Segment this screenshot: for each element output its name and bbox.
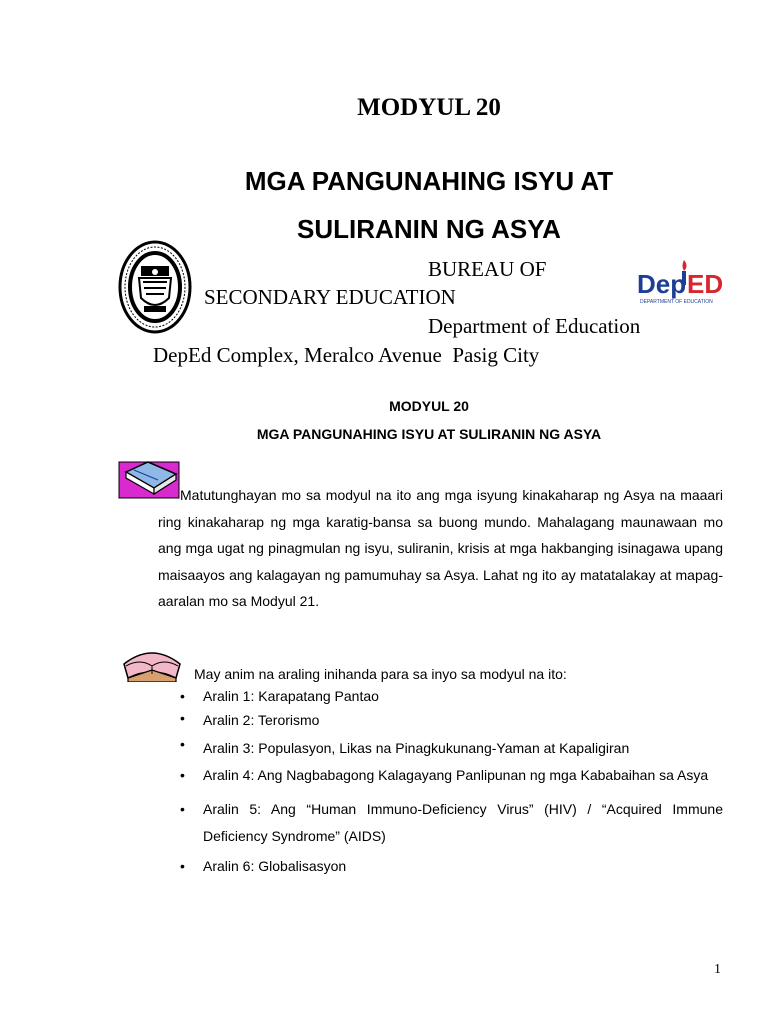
intro-paragraph-text: Matutunghayan mo sa modyul na ito ang mga isyung kinakaharap ng Asya na maaari ring kinakaharap ng mga karatig-bansa sa buong mundo. Mahalagang maunawaan mo ang mga ugat ng pinagmulan ng isyu, suliranin, krisis at mga hakbanging isinagawa upang maisaayos ang kalagayan ng pamumuhay sa Asya. Lahat ng ito ay matatalakay at mapag-aaralan mo sa Modyul 21. xyxy=(158,487,723,609)
section-modyul-heading: MODYUL 20 xyxy=(389,398,469,414)
lessons-intro: May anim na araling inihanda para sa inyo sa modyul na ito: xyxy=(194,666,567,682)
page-number: 1 xyxy=(714,962,721,977)
cover-title-line1: MGA PANGUNAHING ISYU AT xyxy=(244,166,614,196)
open-book-icon xyxy=(120,640,184,682)
deped-logo xyxy=(636,257,732,307)
deped-logo-dep-text: Dep xyxy=(637,269,687,299)
lessons-list xyxy=(178,688,723,874)
deped-logo-ed-text: ED xyxy=(687,269,724,299)
bureau-line3: Department of Education xyxy=(428,314,641,338)
deped-logo-subtext: DEPARTMENT OF EDUCATION xyxy=(640,299,713,305)
bureau-line1: BUREAU OF xyxy=(428,257,547,281)
lesson-item: • Aralin 2: Terorismo xyxy=(178,710,723,736)
seal-icon xyxy=(118,240,192,334)
intro-paragraph xyxy=(158,482,723,615)
cover-modyul-heading: MODYUL 20 xyxy=(357,94,501,121)
lesson-item: • Aralin 4: Ang Nagbabagong Kalagayang Panlipunan ng mga Kababaihan sa Asya xyxy=(178,764,723,786)
lesson-item: • Aralin 6: Globalisasyon xyxy=(178,858,723,874)
bureau-line2: SECONDARY EDUCATION xyxy=(204,285,456,309)
lesson-item: • Aralin 3: Populasyon, Likas na Pinagkukunang-Yaman at Kapaligiran xyxy=(178,736,723,760)
section-title: MGA PANGUNAHING ISYU AT SULIRANIN NG ASYA xyxy=(256,426,602,442)
lesson-item: • Aralin 5: Ang “Human Immuno-Deficiency Virus” (HIV) / “Acquired Immune Deficiency Syndrome” (AIDS) xyxy=(178,796,723,850)
lesson-item: • Aralin 1: Karapatang Pantao xyxy=(178,688,723,710)
bureau-address: DepEd Complex, Meralco Avenue Pasig City xyxy=(153,343,540,367)
cover-title-line2: SULIRANIN NG ASYA xyxy=(297,214,561,244)
